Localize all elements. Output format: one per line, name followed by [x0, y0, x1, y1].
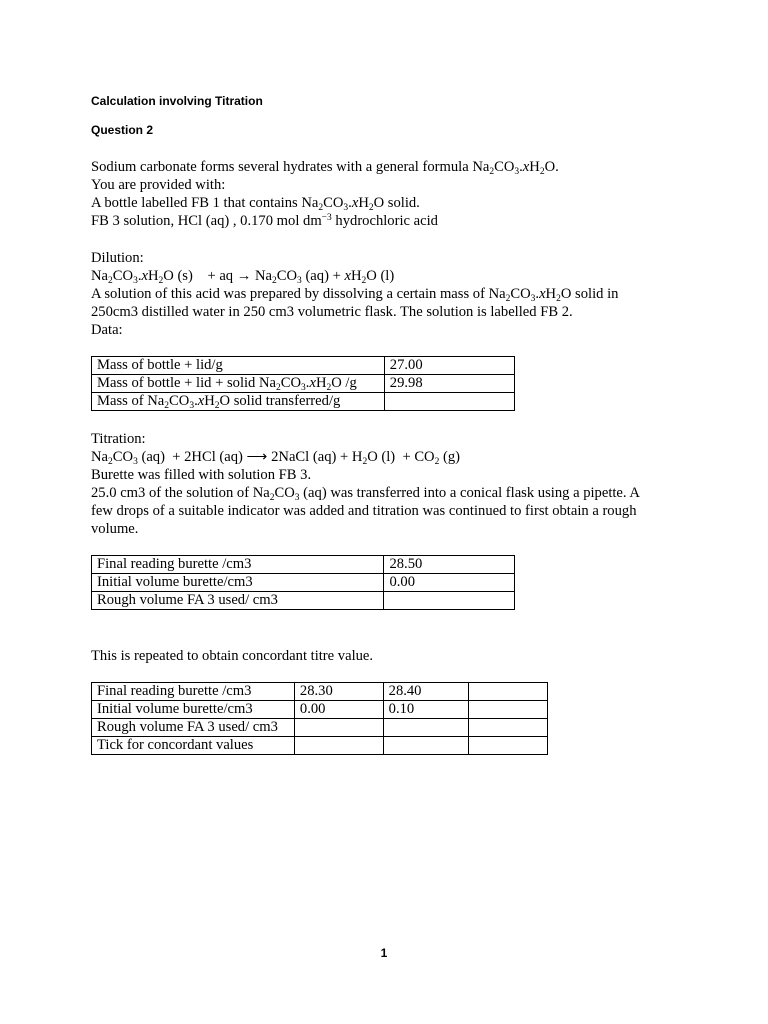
table-cell: Rough volume FA 3 used/ cm3: [92, 592, 384, 610]
table-cell: [469, 683, 548, 701]
table-row: [92, 556, 515, 574]
intro-line-2: You are provided with:: [91, 177, 226, 193]
repeat-text: This is repeated to obtain concordant titre value.: [91, 648, 374, 664]
page-number: 1: [380, 946, 388, 960]
mass-table: [91, 356, 515, 411]
table-cell: Final reading burette /cm3: [92, 556, 384, 574]
table-cell: Mass of bottle + lid + solid $Na_2CO_3.xH_2O$ /g: [92, 375, 385, 393]
titration-line-2: 25.0 cm3 of the solution of $Na_2CO_3$ (aq) was transferred into a conical flask using a pipette. A: [91, 485, 640, 503]
table-cell: 0.00: [294, 701, 383, 719]
table-cell: [469, 737, 548, 755]
data-label: Data:: [91, 322, 123, 338]
table-cell: [384, 393, 514, 411]
table-cell: 28.30: [294, 683, 383, 701]
intro-line-3: A bottle labelled FB 1 that contains $Na_2CO_3.xH_2O$ solid.: [91, 195, 420, 213]
arrow-icon: ⟶: [246, 449, 268, 465]
table-cell: [383, 737, 469, 755]
titration-line-3: few drops of a suitable indicator was added and titration was continued to first obtain a rough: [91, 503, 637, 519]
table-cell: Mass of bottle + lid/g: [92, 357, 385, 375]
table-cell: Initial volume burette/cm3: [92, 701, 295, 719]
concordant-titration-table: [91, 682, 548, 755]
titration-label: Titration:: [91, 431, 146, 447]
table-row: [92, 701, 548, 719]
table-cell: Rough volume FA 3 used/ cm3: [92, 719, 295, 737]
dilution-equation: $Na_2CO_3.xH_2O$ (s) + aq → $Na_2CO_3$ $(aq) + xH_2O$ (l): [91, 268, 395, 286]
table-row: [92, 375, 515, 393]
titration-section: [91, 430, 640, 538]
table-row: [92, 393, 515, 411]
table-cell: Final reading burette /cm3: [92, 683, 295, 701]
table-cell: 0.00: [384, 574, 515, 592]
table-cell: [294, 719, 383, 737]
table-cell: 28.40: [383, 683, 469, 701]
table-row: [92, 719, 548, 737]
arrow-icon: →: [236, 268, 252, 284]
table-cell: 0.10: [383, 701, 469, 719]
dilution-label: Dilution:: [91, 250, 144, 266]
table-cell: Tick for concordant values: [92, 737, 295, 755]
question-heading: Question 2: [91, 123, 154, 137]
table-row: [92, 357, 515, 375]
table-row: [92, 683, 548, 701]
intro-section: [91, 158, 559, 230]
table-row: [92, 574, 515, 592]
intro-line-4: FB 3 solution, HCl (aq) , 0.170 mol $dm^{-3}$ hydrochloric acid: [91, 213, 438, 229]
table-cell: [384, 592, 515, 610]
table-cell: 28.50: [384, 556, 515, 574]
table-cell: [469, 719, 548, 737]
table-cell: [383, 719, 469, 737]
intro-line-1: Sodium carbonate forms several hydrates with a general formula $Na_2CO_3.xH_2O$.: [91, 159, 559, 177]
table-cell: Mass of $Na_2CO_3.xH_2O$ solid transferred/g: [92, 393, 385, 411]
table-cell: Initial volume burette/cm3: [92, 574, 384, 592]
table-cell: 29.98: [384, 375, 514, 393]
table-cell: 27.00: [384, 357, 514, 375]
titration-line-1: Burette was filled with solution FB 3.: [91, 467, 312, 483]
titration-line-4: volume.: [91, 521, 139, 537]
table-cell: [294, 737, 383, 755]
table-row: [92, 737, 548, 755]
document-title: Calculation involving Titration: [91, 94, 263, 108]
dilution-para-1: A solution of this acid was prepared by dissolving a certain mass of $Na_2CO_3.xH_2O$ solid in: [91, 286, 619, 304]
rough-titration-table: [91, 555, 515, 610]
dilution-para-2: 250cm3 distilled water in 250 cm3 volumetric flask. The solution is labelled FB 2.: [91, 304, 573, 320]
titration-equation: $Na_2CO_3$ (aq) + 2HCl (aq) ⟶ 2NaCl $(aq) + H_2O$ $(l) + CO_2$ (g): [91, 449, 461, 467]
table-row: [92, 592, 515, 610]
table-cell: [469, 701, 548, 719]
dilution-section: [91, 249, 618, 339]
